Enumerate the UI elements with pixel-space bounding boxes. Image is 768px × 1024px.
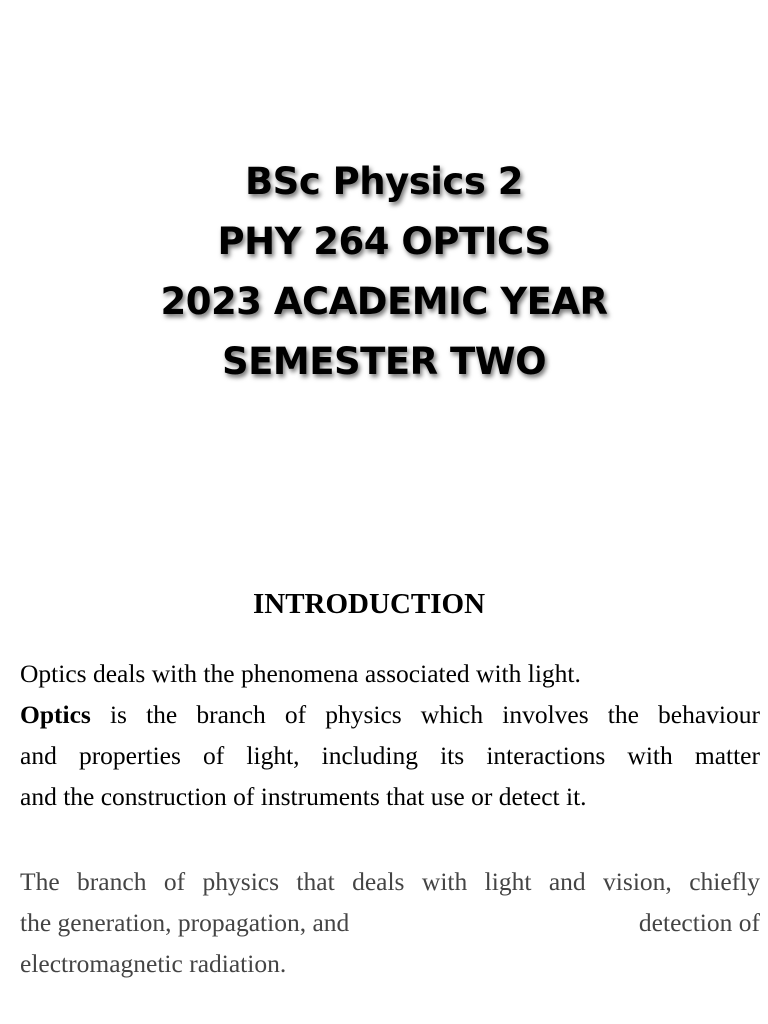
introduction-paragraph-2 <box>20 861 760 984</box>
paragraph-1-line-2-rest: is the branch of physics which involves the behaviour <box>90 700 760 729</box>
introduction-paragraph-1 <box>20 653 760 817</box>
paragraph-2-line-3: electromagnetic radiation. <box>20 949 287 978</box>
paragraph-1-line-1: Optics deals with the phenomena associated with light. <box>20 659 581 688</box>
introduction-heading: INTRODUCTION <box>252 588 486 620</box>
title-line-semester: SEMESTER TWO <box>221 340 547 383</box>
paragraph-2-line-2-left: the generation, propagation, and <box>20 908 350 937</box>
paragraph-1-line-4: and the construction of instruments that use or detect it. <box>20 782 587 811</box>
title-line-program: BSc Physics 2 <box>244 160 524 203</box>
paragraph-2-line-2-right: detection of <box>638 908 760 937</box>
paragraph-2-line-1: The branch of physics that deals with light and vision, chiefly <box>20 867 760 896</box>
title-line-year: 2023 ACADEMIC YEAR <box>160 280 608 323</box>
course-title-block <box>0 152 768 392</box>
paragraph-1-line-3: and properties of light, including its interactions with matter <box>20 741 760 770</box>
paragraph-1-line-2 <box>20 694 760 735</box>
paragraph-2-line-2 <box>20 902 760 943</box>
optics-bold-term: Optics <box>20 700 91 729</box>
title-line-course: PHY 264 OPTICS <box>217 220 551 263</box>
